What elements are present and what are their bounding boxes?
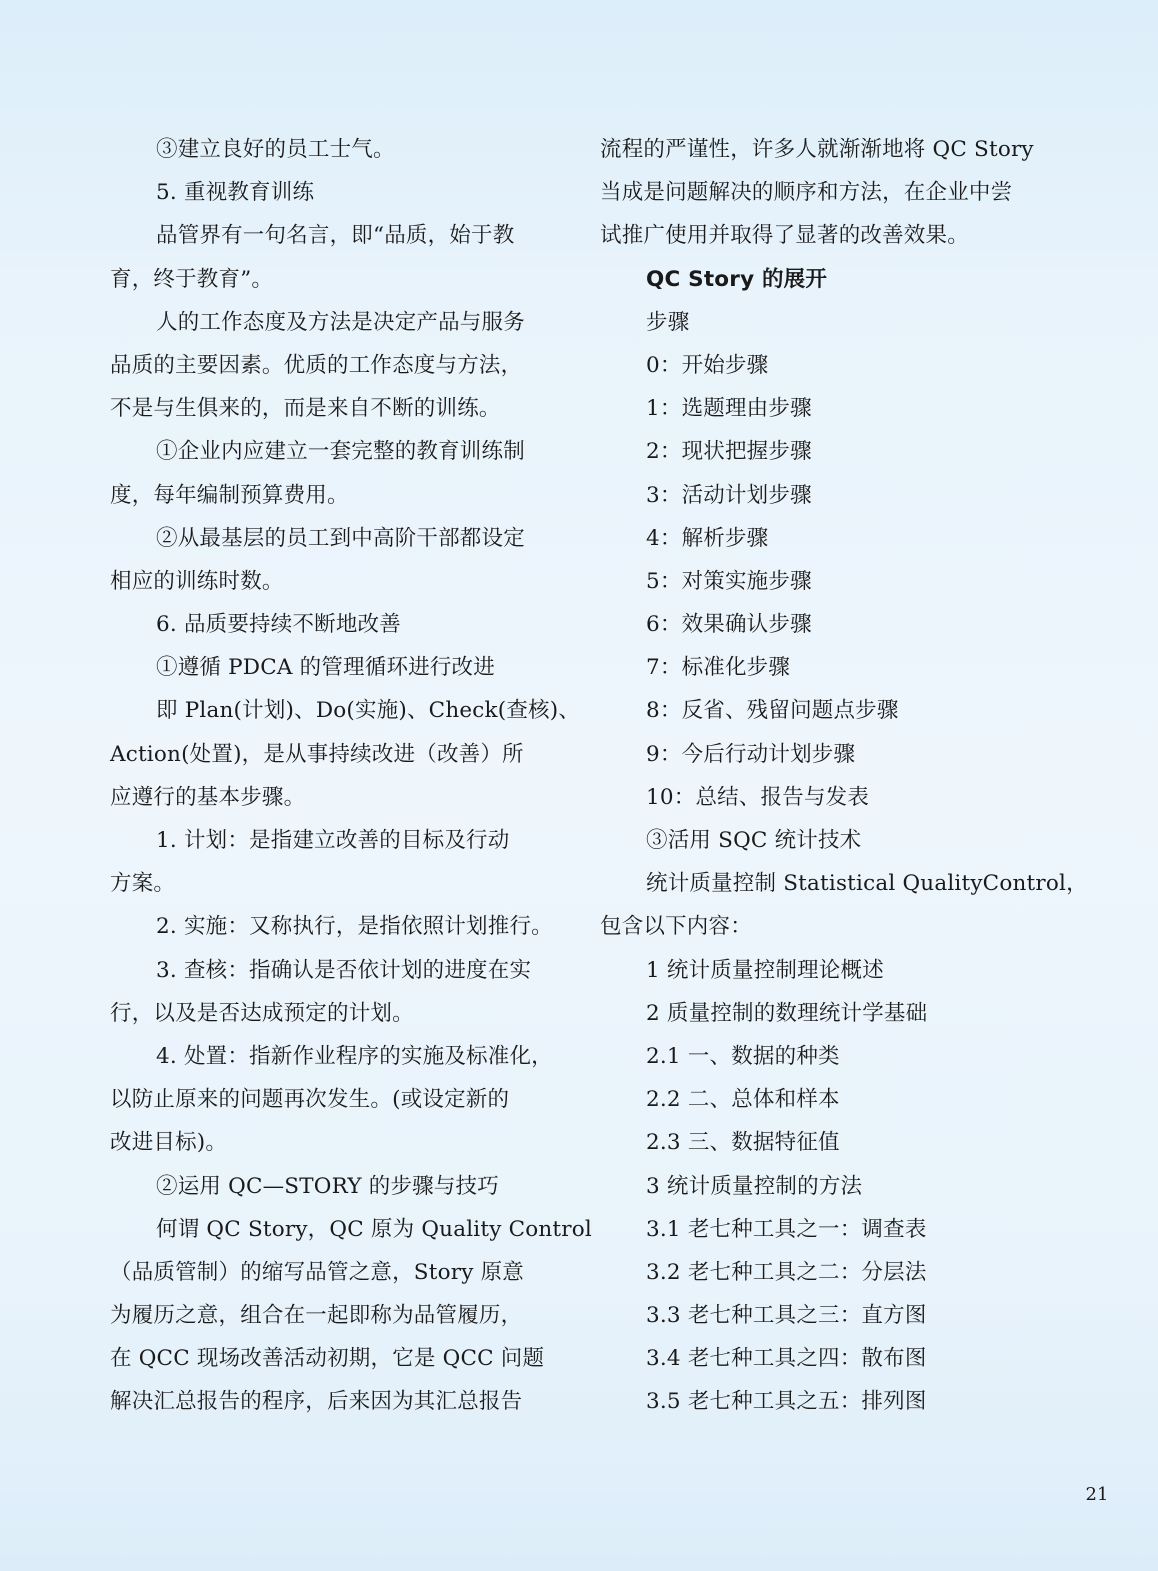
text-line: 以防止原来的问题再次发生。(或设定新的 [110, 1087, 510, 1113]
text-line: 6：效果确认步骤 [646, 612, 812, 638]
text-line: 2. 实施：又称执行，是指依照计划推行。 [156, 914, 553, 940]
text-line: ③活用 SQC 统计技术 [646, 828, 862, 853]
text-line: 10：总结、报告与发表 [646, 784, 870, 810]
text-line: 品管界有一句名言，即“品质，始于教 [156, 223, 515, 249]
text-line: 包含以下内容： [600, 914, 752, 940]
text-line: Action(处置)，是从事持续改进（改善）所 [110, 741, 524, 767]
text-line: 9：今后行动计划步骤 [646, 741, 856, 767]
text-line: 为履历之意，组合在一起即称为品管履历， [110, 1303, 523, 1329]
text-line: ②从最基层的员工到中高阶干部都设定 [156, 525, 525, 551]
text-line: 2.3 三、数据特征值 [646, 1130, 840, 1156]
text-line: 2.2 二、总体和样本 [646, 1087, 840, 1113]
text-line: 7：标准化步骤 [646, 655, 791, 681]
text-line: 4. 处置：指新作业程序的实施及标准化， [156, 1043, 553, 1069]
text-line: 1：选题理由步骤 [646, 396, 812, 422]
text-line: ③建立良好的员工士气。 [156, 137, 395, 162]
text-line: 何谓 QC Story，QC 原为 Quality Control [156, 1216, 592, 1242]
text-line: ①企业内应建立一套完整的教育训练制 [156, 439, 525, 465]
text-line: 4：解析步骤 [646, 525, 769, 551]
text-line: 步骤 [646, 309, 690, 335]
text-line: （品质管制）的缩写品管之意，Story 原意 [110, 1259, 524, 1285]
text-line: 试推广使用并取得了显著的改善效果。 [600, 223, 969, 249]
text-line: 5. 重视教育训练 [156, 180, 315, 206]
text-line: 8：反省、残留问题点步骤 [646, 698, 899, 724]
text-line: 流程的严谨性，许多人就渐渐地将 QC Story [600, 137, 1034, 162]
page-number: 21 [1085, 1484, 1109, 1505]
section-heading: QC Story 的展开 [646, 266, 828, 292]
text-line: 不是与生俱来的，而是来自不断的训练。 [110, 396, 501, 422]
text-line: 当成是问题解决的顺序和方法，在企业中尝 [600, 180, 1013, 206]
text-line: 相应的训练时数。 [110, 568, 284, 594]
text-line: 统计质量控制 Statistical QualityControl， [646, 871, 1088, 897]
text-line: 6. 品质要持续不断地改善 [156, 612, 401, 638]
text-line: 育，终于教育”。 [110, 266, 274, 292]
text-line: 2：现状把握步骤 [646, 439, 812, 465]
text-line: 解决汇总报告的程序，后来因为其汇总报告 [110, 1389, 523, 1415]
text-line: 3.3 老七种工具之三：直方图 [646, 1303, 927, 1329]
text-line: 1. 计划：是指建立改善的目标及行动 [156, 828, 510, 853]
right-text-column [600, 128, 1088, 1424]
text-line: 人的工作态度及方法是决定产品与服务 [156, 309, 525, 335]
text-line: 在 QCC 现场改善活动初期，它是 QCC 问题 [110, 1346, 545, 1372]
text-line: 3.1 老七种工具之一：调查表 [646, 1216, 927, 1242]
text-line: 3.2 老七种工具之二：分层法 [646, 1259, 927, 1285]
text-line: 品质的主要因素。优质的工作态度与方法， [110, 352, 523, 378]
text-line: 改进目标)。 [110, 1130, 228, 1156]
text-line: 即 Plan(计划)、Do(实施)、Check(查核)、 [156, 698, 581, 724]
text-line: 1 统计质量控制理论概述 [646, 957, 884, 983]
left-text-column [110, 128, 592, 1424]
text-line: ②运用 QC—STORY 的步骤与技巧 [156, 1173, 499, 1199]
text-line: 2 质量控制的数理统计学基础 [646, 1000, 928, 1026]
text-line: 5：对策实施步骤 [646, 568, 812, 594]
text-line: 度，每年编制预算费用。 [110, 482, 349, 508]
text-line: 3.4 老七种工具之四：散布图 [646, 1346, 927, 1372]
text-line: 应遵行的基本步骤。 [110, 784, 306, 810]
text-line: 3：活动计划步骤 [646, 482, 812, 508]
text-line: 3 统计质量控制的方法 [646, 1173, 863, 1199]
text-line: 3. 查核：指确认是否依计划的进度在实 [156, 957, 532, 983]
text-line: 3.5 老七种工具之五：排列图 [646, 1389, 927, 1415]
text-line: 方案。 [110, 871, 176, 897]
text-line: 2.1 一、数据的种类 [646, 1043, 840, 1069]
text-line: 0：开始步骤 [646, 352, 769, 378]
text-line: ①遵循 PDCA 的管理循环进行改进 [156, 655, 495, 681]
text-line: 行，以及是否达成预定的计划。 [110, 1000, 414, 1026]
